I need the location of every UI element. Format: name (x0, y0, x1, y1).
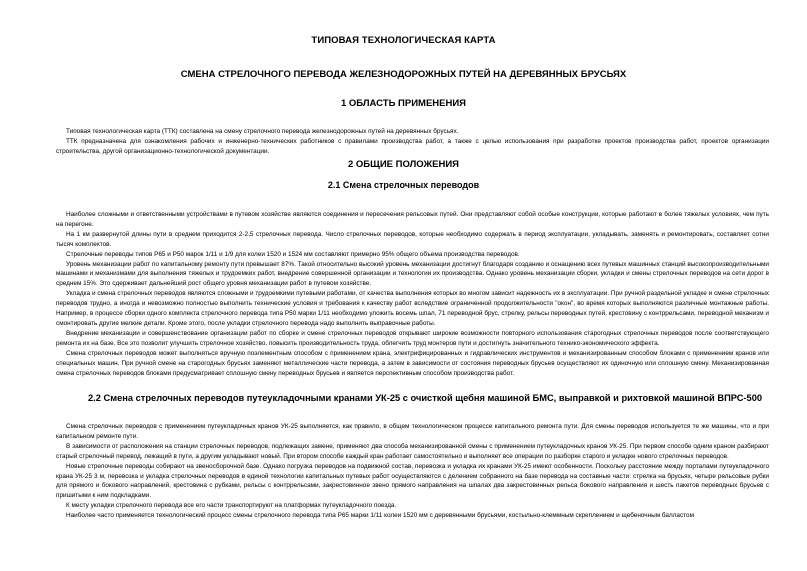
document-title: ТИПОВАЯ ТЕХНОЛОГИЧЕСКАЯ КАРТА (311, 35, 496, 46)
paragraph: К месту укладки стрелочного перевода все его части транспортируют на платформах путеукладочного поезда. (66, 502, 397, 510)
paragraph: Новые стрелочные переводы собирают на звеносборочной базе. Однако погрузка переводов на подвижной состав, перевозка и укладка их кранами УК-25 имеют особенности. Поскольку расстояние между порталами путеукладочного крана УК-25 3 м, перевозка и укладка стрелочных переводов в единой технологии капитальных путевых работ осуществляются с делением собранного на базе перевода на составные части: стрелка на брусьях, четыре рельсовые рубки для прямого и бокового направлений, крестовина с рубками, рельсы с контррельсами, закрестовинное звено прямого направления на шпалах два закрестовинных рельса бокового направления и шесть пакетов переводных брусьев с пришитыми к ним подкладками. (56, 462, 769, 500)
paragraph: Стрелочные переводы типов Р65 и Р50 марок 1/11 и 1/9 для колеи 1520 и 1524 мм составляют примерно 95% общего объема производства переводов. (66, 250, 520, 258)
paragraph: В зависимости от расположения на станции стрелочных переводов, подлежащих замене, применяют два способа механизированной смены с применением путеукладочных кранов УК-25. При первом способе одним краном разбирают старый стрелочный перевод, лежащий в пути, а другим укладывают новый. При втором способе каждый кран работает самостоятельно и выполняет все операции по разборке старого и укладке нового стрелочных переводов. (56, 442, 769, 460)
document-subtitle: СМЕНА СТРЕЛОЧНОГО ПЕРЕВОДА ЖЕЛЕЗНОДОРОЖНЫХ ПУТЕЙ НА ДЕРЕВЯННЫХ БРУСЬЯХ (180, 69, 627, 80)
paragraph: Типовая технологическая карта (ТТК) составлена на смену стрелочного перевода железнодорожных путей на деревянных брусьях. (66, 128, 459, 135)
section-2-1-body (56, 210, 769, 378)
section-2-1-heading: 2.1 Смена стрелочных переводов (327, 180, 480, 190)
section-1-body (56, 127, 769, 157)
paragraph: Наиболее сложными и ответственными устройствами в путевом хозяйстве являются соединения и пересечения рельсовых путей. Они представляют собой особые конструкции, которые работают в более тяжелых условиях, чем путь на перегоне. (56, 211, 769, 228)
section-2-2-heading: 2.2 Смена стрелочных переводов путеукладочными кранами УК-25 с очисткой щебня машиной БМС, выправкой и рихтовкой машиной ВПРС-500 (88, 393, 763, 403)
section-2-2-body (56, 422, 769, 521)
paragraph: На 1 км развернутой длины пути в среднем приходится 2-2,5 стрелочных перевода. Число стрелочных переводов, которые необходимо содержать в период эксплуатации, укладывать, заменять и ремонтировать, составляет сотни тысяч комплектов. (56, 230, 769, 248)
paragraph: Наиболее часто применяется технологический процесс смены стрелочного перевода типа Р65 марки 1/11 колеи 1520 мм с деревянными брусьями, костыльно-клеммным скреплением и щебеночным балластом (66, 512, 694, 520)
paragraph: Укладка и смена стрелочных переводов являются сложными и трудоемкими путевыми работами, от качества выполнения которых во многом зависит надежность их в эксплуатации. При ручной раздельной укладке и смене стрелочных переводов трудно, а иногда и невозможно полностью выполнить технические условия и требования к качеству работ вследствие ограниченной продолжительности "окон", во время которых выполняются различные монтажные работы. Например, в процессе сборки одного комплекта стрелочного перевода типа Р50 марки 1/11 необходимо уложить восемь шпал, 71 переводной брус, стрелку, рельсы переводных путей, крестовину с контррельсами, переводной механизм и смонтировать другие мелкие детали. Кроме этого, после укладки стрелочного перевода надо выполнить выправочные работы. (56, 290, 769, 327)
section-1-heading: 1 ОБЛАСТЬ ПРИМЕНЕНИЯ (340, 98, 467, 109)
paragraph: Внедрение механизации и совершенствование организации работ по сборке и смене стрелочных переводов открывают широкие возможности повторного использования старогодных стрелочных переводов после соответствующего ремонта их на базе. Все это позволит улучшить стрелочное хозяйство, повысить производительность труда, облегчить труд монтеров пути и достигнуть значительного технико-экономического эффекта. (56, 329, 769, 347)
paragraph: ТТК предназначена для ознакомления рабочих и инженерно-технических работников с правилами производства работ, а также с целью использования при разработке проектов производства работ, проектов организации строительства, другой организационно-технологической документации. (56, 137, 769, 155)
paragraph: Смена стрелочных переводов может выполняться вручную поэлементным способом с применением крана, электрифицированных и гидравлических инструментов и механизированным способом блоками с применением кранов или специальных машин. При ручной смене на старогодных брусьях заменяют металлические части перевода, а затем в зависимости от состояния переводных брусьев осуществляют их одиночную или сплошную смену. Механизированная смена стрелочных переводов блоками предусматривает сплошную смену переводных брусьев и является перспективным способом производства работ. (56, 349, 769, 377)
section-2-heading: 2 ОБЩИЕ ПОЛОЖЕНИЯ (348, 159, 459, 170)
paragraph: Смена стрелочных переводов с применением путеукладочных кранов УК-25 выполняется, как правило, в общем технологическом процессе капитального ремонта пути. Для смены переводов используется те же машины, что и при капитальном ремонте пути. (56, 423, 769, 440)
paragraph: Уровень механизации работ по капитальному ремонту пути превышает 87%. Такой относительно высокий уровень механизации достигнут благодаря созданию и оснащению всех путевых машинных станций высокопроизводительными машинами и механизмами для выполнения тяжелых и трудоемких работ, внедрение совершенной организации и технологии их производства. Однако уровень механизации сборки, укладки и смены стрелочных переводов на сети дорог в среднем 15%. Это сдерживает дальнейший рост общего уровня механизации работ в путевом хозяйстве. (56, 260, 769, 288)
